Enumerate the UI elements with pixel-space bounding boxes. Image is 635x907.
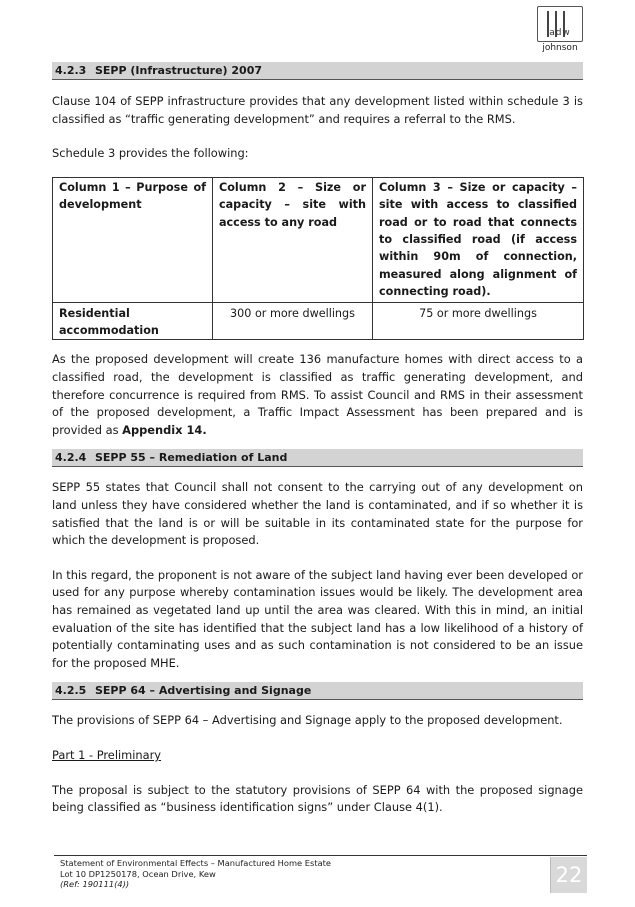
- table-header-row: [53, 177, 584, 302]
- section-heading-4-2-5: [52, 682, 583, 700]
- table-header-cell: Column 1 – Purpose of development: [53, 177, 213, 302]
- table-cell: 75 or more dwellings: [373, 302, 584, 340]
- footer-lot-address: Lot 10 DP1250178, Ocean Drive, Kew: [60, 868, 216, 879]
- paragraph-contamination: In this regard, the proponent is not aware of the subject land having ever been developed or used for any purpose whereby contamination issues would be likely. The development area has remained as vegetated land up until the area was cleared. With this in mind, an initial evaluation of the site has identified that the subject land has a low likelihood of a history of potentially contaminating uses and as such contamination is not considered to be an issue for the proposed MHE.: [52, 567, 583, 670]
- paragraph-traffic-assessment: [52, 351, 583, 439]
- logo-emblem: [537, 6, 583, 42]
- table-header-cell: Column 2 – Size or capacity – site with access to any road: [213, 177, 373, 302]
- section-title: SEPP 55 – Remediation of Land: [95, 451, 288, 465]
- section-number: 4.2.4: [55, 451, 87, 465]
- part-1-label: Part 1 - Preliminary: [52, 747, 162, 762]
- paragraph-schedule-3: Schedule 3 provides the following:: [52, 146, 249, 161]
- paragraph-sepp-55: SEPP 55 states that Council shall not consent to the carrying out of any development on land unless they have considered whether the land is contaminated, and if so whether it is satisfied that the land is or will be suitable in its contaminated state for the purpose for which the development is proposed.: [52, 480, 583, 548]
- table-cell: Residential accommodation: [53, 302, 213, 340]
- section-number: 4.2.5: [55, 684, 87, 698]
- footer-text: [60, 858, 331, 890]
- section-title: SEPP (Infrastructure) 2007: [95, 64, 263, 77]
- section-heading-4-2-4: [52, 449, 583, 467]
- paragraph-signage: The proposal is subject to the statutory provisions of SEPP 64 with the proposed signage being classified as “business identification signs” under Clause 4(1).: [52, 782, 583, 815]
- paragraph-sepp-64: The provisions of SEPP 64 – Advertising and Signage apply to the proposed development.: [52, 713, 563, 728]
- table-cell: 300 or more dwellings: [213, 302, 373, 340]
- paragraph-clause-104: Clause 104 of SEPP infrastructure provides that any development listed within schedule 3 is classified as “traffic generating development” and requires a referral to the RMS.: [52, 94, 583, 126]
- section-heading-4-2-3: [52, 62, 583, 80]
- logo-name: johnson: [542, 43, 578, 53]
- logo-mark: adw: [549, 28, 571, 38]
- appendix-reference: Appendix 14.: [122, 422, 207, 437]
- section-number: 4.2.3: [55, 64, 87, 77]
- document-body: [52, 62, 583, 817]
- section-title: SEPP 64 – Advertising and Signage: [95, 684, 312, 698]
- table-header-cell: Column 3 – Size or capacity – site with access to classified road or to road that connects to classified road (if access within 90m of connection, measured along alignment of connecting road).: [373, 177, 584, 302]
- page-footer: [54, 855, 587, 894]
- paragraph-text: As the proposed development will create 136 manufacture homes with direct access to a classified road, the development is classified as traffic generating development, and therefore concurrence is required from RMS. To assist Council and RMS in their assessment of the proposed development, a Traffic Impact Assessment has been prepared and is provided as: [52, 352, 583, 437]
- page-number: 22: [550, 857, 587, 893]
- company-logo: [537, 6, 583, 60]
- subheading-part-1: [52, 747, 583, 765]
- schedule-3-table: [52, 177, 584, 341]
- footer-reference: (Ref: 190111(4)): [60, 879, 130, 890]
- table-row: [53, 302, 584, 340]
- footer-document-title: Statement of Environmental Effects – Manufactured Home Estate: [60, 858, 332, 868]
